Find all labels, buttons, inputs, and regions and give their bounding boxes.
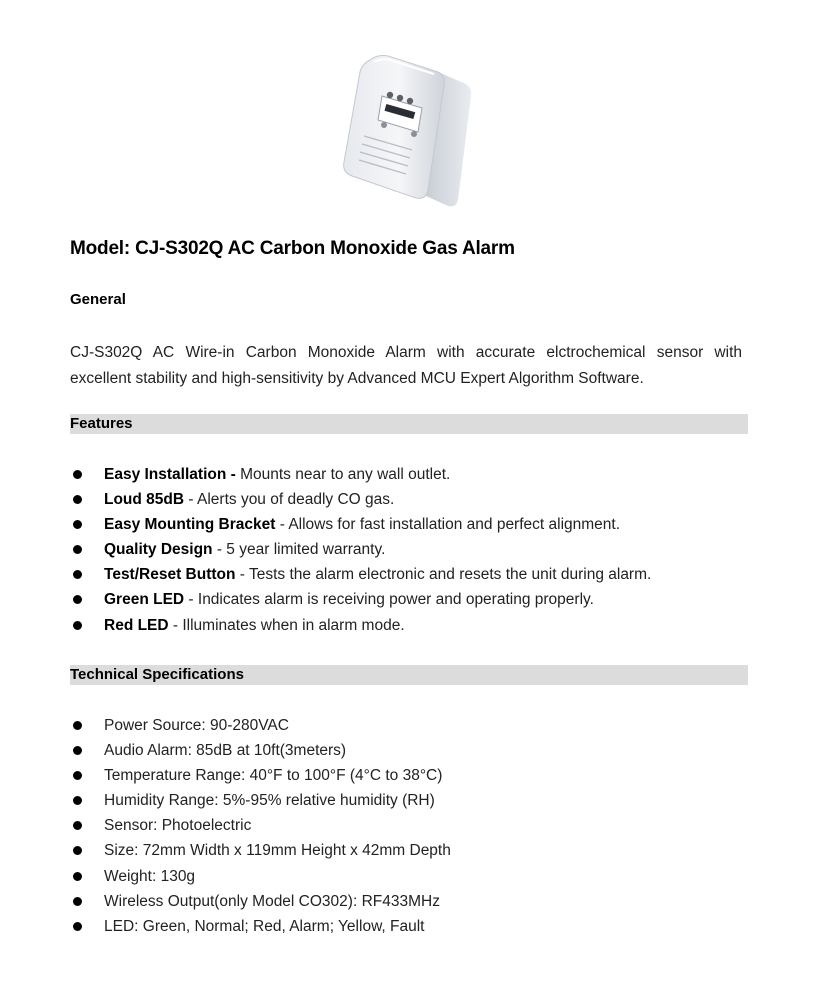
list-item <box>70 914 451 939</box>
general-heading: General <box>70 291 126 308</box>
feature-term: Easy Mounting Bracket <box>104 516 276 534</box>
bullet-icon <box>73 520 82 529</box>
bullet-icon <box>73 922 82 931</box>
feature-desc: Mounts near to any wall outlet. <box>235 466 451 483</box>
bullet-icon <box>73 545 82 554</box>
features-list <box>70 462 651 638</box>
spec-text: Sensor: Photoelectric <box>104 817 252 835</box>
bullet-icon <box>73 621 82 630</box>
spec-text: Temperature Range: 40°F to 100°F (4°C to 38°C) <box>104 767 443 785</box>
bullet-icon <box>73 771 82 780</box>
co-alarm-device-illustration <box>330 50 490 215</box>
list-item <box>70 512 651 537</box>
spec-text: Humidity Range: 5%-95% relative humidity (RH) <box>104 792 435 810</box>
feature-desc: - Indicates alarm is receiving power and operating properly. <box>184 591 594 609</box>
bullet-icon <box>73 846 82 855</box>
specs-section-bar <box>70 665 748 685</box>
bullet-icon <box>73 470 82 479</box>
product-image <box>330 50 490 215</box>
spec-text: Size: 72mm Width x 119mm Height x 42mm Depth <box>104 842 451 860</box>
feature-desc: - Allows for fast installation and perfect alignment. <box>275 516 621 534</box>
list-item <box>70 587 651 612</box>
list-item <box>70 889 451 914</box>
feature-term: Red LED <box>104 616 169 634</box>
feature-desc: - Tests the alarm electronic and resets the unit during alarm. <box>235 566 652 584</box>
list-item <box>70 713 451 738</box>
features-section-bar <box>70 414 748 434</box>
bullet-icon <box>73 897 82 906</box>
specs-heading: Technical Specifications <box>70 666 244 683</box>
list-item <box>70 537 651 562</box>
list-item <box>70 738 451 763</box>
general-line-1: CJ-S302Q AC Wire-in Carbon Monoxide Alarm with accurate elctrochemical sensor with <box>70 344 742 361</box>
list-item <box>70 864 451 889</box>
feature-term: Test/Reset Button <box>104 566 236 584</box>
bullet-icon <box>73 570 82 579</box>
feature-term: Green LED <box>104 591 185 609</box>
bullet-icon <box>73 821 82 830</box>
feature-term: Quality Design <box>104 541 213 559</box>
bullet-icon <box>73 495 82 504</box>
feature-desc: - Illuminates when in alarm mode. <box>168 616 405 634</box>
general-description <box>70 340 742 392</box>
bullet-icon <box>73 872 82 881</box>
list-item <box>70 838 451 863</box>
bullet-icon <box>73 796 82 805</box>
feature-desc: - 5 year limited warranty. <box>212 541 386 559</box>
spec-text: Weight: 130g <box>104 867 196 885</box>
model-title: Model: CJ-S302Q AC Carbon Monoxide Gas Alarm <box>70 238 515 259</box>
features-heading: Features <box>70 415 133 432</box>
list-item <box>70 487 651 512</box>
bullet-icon <box>73 746 82 755</box>
list-item <box>70 788 451 813</box>
feature-term: Loud 85dB <box>104 491 185 509</box>
list-item <box>70 462 651 487</box>
list-item <box>70 813 451 838</box>
bullet-icon <box>73 595 82 604</box>
specs-list <box>70 713 451 939</box>
spec-text: Power Source: 90-280VAC <box>104 717 289 734</box>
list-item <box>70 763 451 788</box>
spec-text: Wireless Output(only Model CO302): RF433MHz <box>104 892 440 910</box>
feature-desc: - Alerts you of deadly CO gas. <box>184 491 395 509</box>
list-item <box>70 613 651 638</box>
general-line-2: excellent stability and high-sensitivity by Advanced MCU Expert Algorithm Software. <box>70 370 644 387</box>
list-item <box>70 562 651 587</box>
spec-text: Audio Alarm: 85dB at 10ft(3meters) <box>104 742 347 760</box>
bullet-icon <box>73 721 82 730</box>
feature-term: Easy Installation - <box>104 466 236 483</box>
spec-text: LED: Green, Normal; Red, Alarm; Yellow, Fault <box>104 917 425 935</box>
